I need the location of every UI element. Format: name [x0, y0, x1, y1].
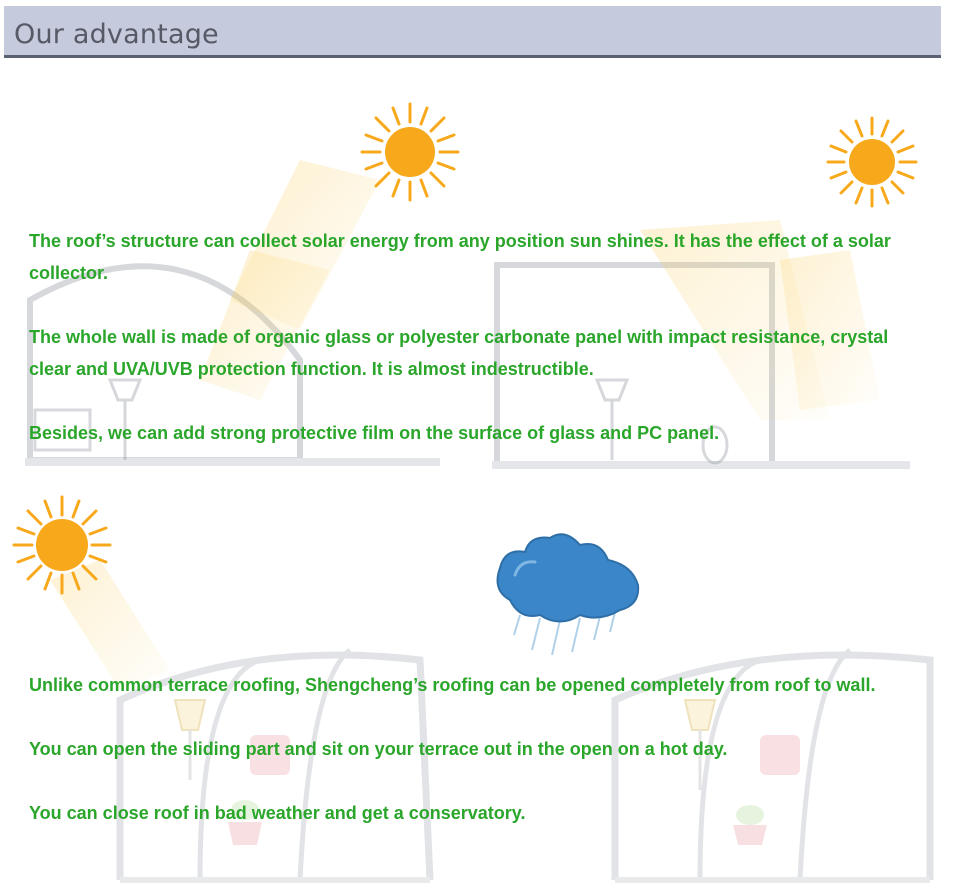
paragraph-sliding-part: You can open the sliding part and sit on your terrace out in the open on a hot day.: [29, 739, 728, 759]
sun-icon: [362, 104, 458, 200]
paragraph-close-roof: You can close roof in bad weather and get a conservatory.: [29, 803, 526, 823]
paragraph-protective-film: Besides, we can add strong protective film on the surface of glass and PC panel.: [29, 423, 720, 443]
sun-icon: [14, 497, 110, 593]
paragraph-roofing-opens: Unlike common terrace roofing, Shengcheng’s roofing can be opened completely from roof to wall.: [29, 675, 876, 695]
benefits-section-top: [29, 225, 929, 449]
cloud-rain-icon: [498, 534, 639, 655]
paragraph-wall-material: The whole wall is made of organic glass or polyester carbonate panel with impact resistance, crystal clear and UVA/UVB protection function. It is almost indestructible.: [29, 327, 889, 379]
paragraph-solar-collector: The roof’s structure can collect solar energy from any position sun shines. It has the effect of a solar collector.: [29, 231, 891, 283]
benefits-section-bottom: [29, 669, 929, 829]
page-title: Our advantage: [14, 19, 219, 50]
sun-icon: [828, 118, 916, 206]
